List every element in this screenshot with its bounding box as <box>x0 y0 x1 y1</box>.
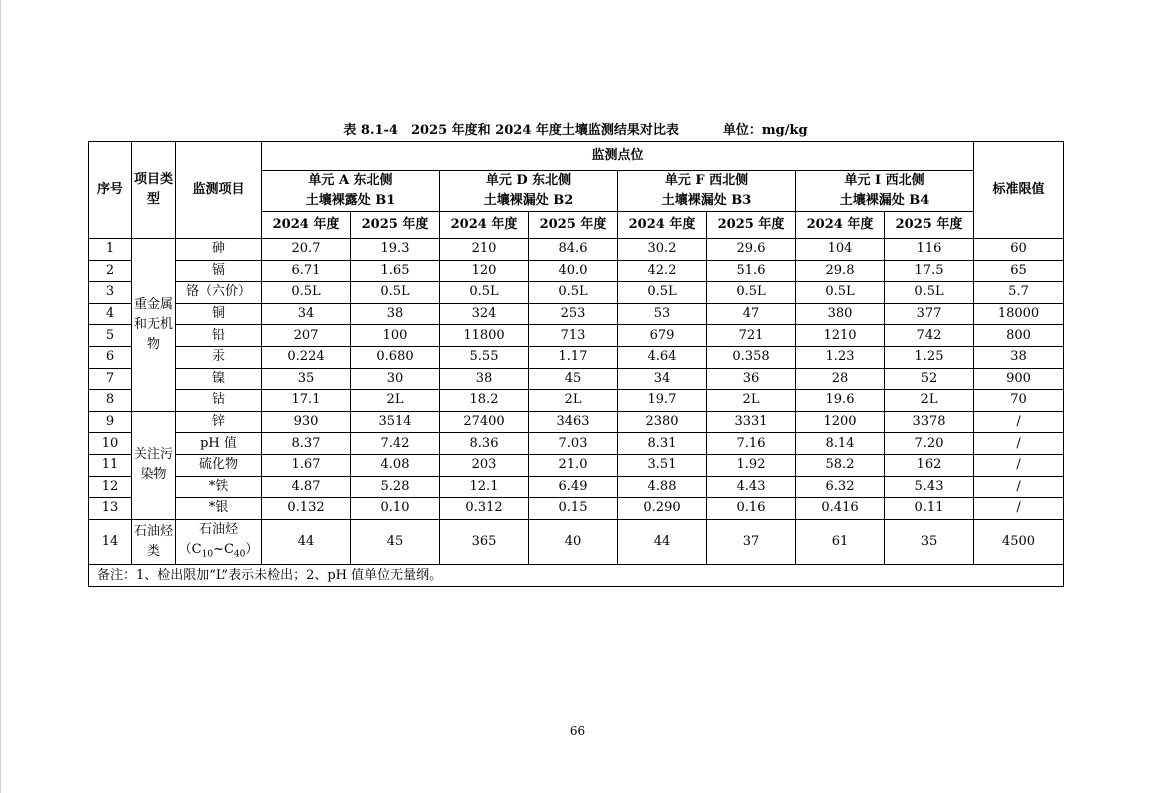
header-point-b4-line2: 土壤裸漏处 B4 <box>839 193 930 208</box>
value-cell: 35 <box>885 519 974 565</box>
value-cell: 44 <box>262 519 351 565</box>
row-item: 锌 <box>176 411 262 433</box>
soil-monitoring-table <box>88 141 1064 587</box>
value-cell: 3514 <box>351 411 440 433</box>
table-row <box>89 476 1064 498</box>
item-formula-part: 40 <box>233 549 246 560</box>
value-cell: 18.2 <box>440 390 529 412</box>
header-standard-limit: 标准限值 <box>974 142 1064 239</box>
value-cell: 116 <box>885 239 974 261</box>
table-row <box>89 411 1064 433</box>
value-cell: 45 <box>351 519 440 565</box>
header-point-b2-line1: 单元 D 东北侧 <box>485 173 572 188</box>
table-row <box>89 433 1064 455</box>
value-cell: 3331 <box>707 411 796 433</box>
value-cell: 6.71 <box>262 260 351 282</box>
value-cell: 7.42 <box>351 433 440 455</box>
caption-unit: 单位：mg/kg <box>722 123 808 138</box>
value-cell: 4.88 <box>618 476 707 498</box>
value-cell: 3.51 <box>618 454 707 476</box>
value-cell: 20.7 <box>262 239 351 261</box>
header-point-b4 <box>796 171 974 212</box>
value-cell: 380 <box>796 303 885 325</box>
header-item: 监测项目 <box>176 142 262 239</box>
row-seq: 4 <box>89 303 132 325</box>
row-seq: 11 <box>89 454 132 476</box>
header-year-2025: 2025 年度 <box>529 212 618 239</box>
row-item <box>176 519 262 565</box>
table-row <box>89 519 1064 565</box>
row-seq: 10 <box>89 433 132 455</box>
value-cell: 52 <box>885 368 974 390</box>
value-cell: 742 <box>885 325 974 347</box>
value-cell: 100 <box>351 325 440 347</box>
value-cell: 19.7 <box>618 390 707 412</box>
item-name-line1: 石油烃 <box>198 521 238 537</box>
value-cell: 4.87 <box>262 476 351 498</box>
value-cell: 27400 <box>440 411 529 433</box>
row-item: 铅 <box>176 325 262 347</box>
value-cell: 2380 <box>618 411 707 433</box>
limit-cell: 4500 <box>974 519 1064 565</box>
row-item: 镉 <box>176 260 262 282</box>
row-item: 铜 <box>176 303 262 325</box>
page-number: 66 <box>569 724 586 738</box>
value-cell: 210 <box>440 239 529 261</box>
value-cell: 0.16 <box>707 498 796 520</box>
value-cell: 40.0 <box>529 260 618 282</box>
row-item: 铬（六价） <box>176 282 262 304</box>
row-item: 钴 <box>176 390 262 412</box>
value-cell: 8.14 <box>796 433 885 455</box>
row-seq: 3 <box>89 282 132 304</box>
value-cell: 203 <box>440 454 529 476</box>
table-row <box>89 390 1064 412</box>
value-cell: 0.5L <box>351 282 440 304</box>
row-seq: 2 <box>89 260 132 282</box>
value-cell: 2L <box>707 390 796 412</box>
row-seq: 9 <box>89 411 132 433</box>
value-cell: 1.92 <box>707 454 796 476</box>
header-seq: 序号 <box>89 142 132 239</box>
value-cell: 1.25 <box>885 346 974 368</box>
limit-cell: 900 <box>974 368 1064 390</box>
item-formula-part: 10 <box>201 549 214 560</box>
value-cell: 19.6 <box>796 390 885 412</box>
value-cell: 1200 <box>796 411 885 433</box>
category-petroleum: 石油烃类 <box>132 519 176 565</box>
value-cell: 6.32 <box>796 476 885 498</box>
value-cell: 58.2 <box>796 454 885 476</box>
row-item: *银 <box>176 498 262 520</box>
row-seq: 6 <box>89 346 132 368</box>
value-cell: 0.5L <box>885 282 974 304</box>
value-cell: 38 <box>351 303 440 325</box>
row-item: 镍 <box>176 368 262 390</box>
limit-cell: 70 <box>974 390 1064 412</box>
table-row <box>89 282 1064 304</box>
value-cell: 365 <box>440 519 529 565</box>
value-cell: 51.6 <box>707 260 796 282</box>
header-point-b2 <box>440 171 618 212</box>
value-cell: 61 <box>796 519 885 565</box>
value-cell: 1.67 <box>262 454 351 476</box>
value-cell: 29.6 <box>707 239 796 261</box>
value-cell: 120 <box>440 260 529 282</box>
value-cell: 4.64 <box>618 346 707 368</box>
row-seq: 12 <box>89 476 132 498</box>
table-row <box>89 260 1064 282</box>
value-cell: 4.08 <box>351 454 440 476</box>
value-cell: 930 <box>262 411 351 433</box>
header-year-2024: 2024 年度 <box>262 212 351 239</box>
value-cell: 7.03 <box>529 433 618 455</box>
value-cell: 30 <box>351 368 440 390</box>
value-cell: 253 <box>529 303 618 325</box>
value-cell: 35 <box>262 368 351 390</box>
table-row <box>89 325 1064 347</box>
value-cell: 0.5L <box>262 282 351 304</box>
value-cell: 1.65 <box>351 260 440 282</box>
value-cell: 53 <box>618 303 707 325</box>
value-cell: 0.416 <box>796 498 885 520</box>
value-cell: 377 <box>885 303 974 325</box>
table-caption <box>88 122 1063 140</box>
limit-cell: 5.7 <box>974 282 1064 304</box>
value-cell: 11800 <box>440 325 529 347</box>
value-cell: 0.358 <box>707 346 796 368</box>
value-cell: 30.2 <box>618 239 707 261</box>
value-cell: 12.1 <box>440 476 529 498</box>
table-row <box>89 498 1064 520</box>
value-cell: 42.2 <box>618 260 707 282</box>
value-cell: 8.37 <box>262 433 351 455</box>
value-cell: 34 <box>618 368 707 390</box>
value-cell: 36 <box>707 368 796 390</box>
value-cell: 3378 <box>885 411 974 433</box>
value-cell: 0.5L <box>440 282 529 304</box>
limit-cell: 38 <box>974 346 1064 368</box>
value-cell: 324 <box>440 303 529 325</box>
limit-cell: / <box>974 411 1064 433</box>
header-point-b3 <box>618 171 796 212</box>
value-cell: 0.15 <box>529 498 618 520</box>
value-cell: 45 <box>529 368 618 390</box>
value-cell: 104 <box>796 239 885 261</box>
value-cell: 29.8 <box>796 260 885 282</box>
value-cell: 713 <box>529 325 618 347</box>
table-row <box>89 368 1064 390</box>
value-cell: 19.3 <box>351 239 440 261</box>
header-point-b3-line1: 单元 F 西北侧 <box>664 173 749 188</box>
value-cell: 6.49 <box>529 476 618 498</box>
limit-cell: 60 <box>974 239 1064 261</box>
value-cell: 0.224 <box>262 346 351 368</box>
table-row <box>89 346 1064 368</box>
category-concern: 关注污染物 <box>132 411 176 519</box>
value-cell: 21.0 <box>529 454 618 476</box>
value-cell: 5.28 <box>351 476 440 498</box>
value-cell: 721 <box>707 325 796 347</box>
value-cell: 679 <box>618 325 707 347</box>
value-cell: 1.23 <box>796 346 885 368</box>
limit-cell: / <box>974 433 1064 455</box>
header-year-2024: 2024 年度 <box>618 212 707 239</box>
limit-cell: 65 <box>974 260 1064 282</box>
header-monitoring-points: 监测点位 <box>262 142 974 171</box>
item-formula-part: （C <box>178 541 202 557</box>
value-cell: 1210 <box>796 325 885 347</box>
header-point-b1-line1: 单元 A 东北侧 <box>308 173 393 188</box>
limit-cell: / <box>974 454 1064 476</box>
header-point-b1-line2: 土壤裸露处 B1 <box>305 193 396 208</box>
item-formula-part: ） <box>245 541 259 557</box>
table-row <box>89 239 1064 261</box>
value-cell: 34 <box>262 303 351 325</box>
value-cell: 2L <box>351 390 440 412</box>
header-point-b3-line2: 土壤裸漏处 B3 <box>661 193 752 208</box>
caption-title: 表 8.1-4 2025 年度和 2024 年度土壤监测结果对比表 <box>343 123 679 138</box>
table-note: 备注：1、检出限加“L”表示未检出；2、pH 值单位无量纲。 <box>89 565 1064 587</box>
value-cell: 162 <box>885 454 974 476</box>
value-cell: 44 <box>618 519 707 565</box>
value-cell: 5.55 <box>440 346 529 368</box>
item-name-line2 <box>176 540 261 565</box>
value-cell: 1.17 <box>529 346 618 368</box>
category-heavy-metal: 重金属和无机物 <box>132 239 176 412</box>
item-formula-part: ~C <box>213 541 234 557</box>
value-cell: 7.16 <box>707 433 796 455</box>
value-cell: 8.36 <box>440 433 529 455</box>
value-cell: 0.5L <box>796 282 885 304</box>
row-item: 汞 <box>176 346 262 368</box>
row-seq: 7 <box>89 368 132 390</box>
value-cell: 37 <box>707 519 796 565</box>
value-cell: 8.31 <box>618 433 707 455</box>
value-cell: 0.132 <box>262 498 351 520</box>
value-cell: 28 <box>796 368 885 390</box>
value-cell: 0.11 <box>885 498 974 520</box>
header-point-b1 <box>262 171 440 212</box>
row-seq: 1 <box>89 239 132 261</box>
row-item: *铁 <box>176 476 262 498</box>
value-cell: 0.5L <box>529 282 618 304</box>
header-year-2025: 2025 年度 <box>707 212 796 239</box>
table-body <box>89 239 1064 565</box>
value-cell: 38 <box>440 368 529 390</box>
value-cell: 84.6 <box>529 239 618 261</box>
value-cell: 0.5L <box>707 282 796 304</box>
header-point-b2-line2: 土壤裸漏处 B2 <box>483 193 574 208</box>
row-seq: 8 <box>89 390 132 412</box>
limit-cell: 18000 <box>974 303 1064 325</box>
header-year-2025: 2025 年度 <box>885 212 974 239</box>
row-seq: 5 <box>89 325 132 347</box>
limit-cell: 800 <box>974 325 1064 347</box>
value-cell: 4.43 <box>707 476 796 498</box>
row-item: 砷 <box>176 239 262 261</box>
table-row <box>89 303 1064 325</box>
header-type: 项目类型 <box>132 142 176 239</box>
row-item: pH 值 <box>176 433 262 455</box>
value-cell: 0.312 <box>440 498 529 520</box>
limit-cell: / <box>974 476 1064 498</box>
header-year-2024: 2024 年度 <box>796 212 885 239</box>
row-item: 硫化物 <box>176 454 262 476</box>
limit-cell: / <box>974 498 1064 520</box>
value-cell: 5.43 <box>885 476 974 498</box>
value-cell: 2L <box>885 390 974 412</box>
value-cell: 207 <box>262 325 351 347</box>
value-cell: 17.5 <box>885 260 974 282</box>
value-cell: 17.1 <box>262 390 351 412</box>
value-cell: 47 <box>707 303 796 325</box>
value-cell: 0.680 <box>351 346 440 368</box>
value-cell: 0.290 <box>618 498 707 520</box>
header-year-2025: 2025 年度 <box>351 212 440 239</box>
value-cell: 40 <box>529 519 618 565</box>
header-point-b4-line1: 单元 I 西北侧 <box>844 173 925 188</box>
table-row <box>89 454 1064 476</box>
row-seq: 14 <box>89 519 132 565</box>
value-cell: 3463 <box>529 411 618 433</box>
value-cell: 0.10 <box>351 498 440 520</box>
value-cell: 7.20 <box>885 433 974 455</box>
header-year-2024: 2024 年度 <box>440 212 529 239</box>
page-left-edge <box>0 0 1 793</box>
value-cell: 0.5L <box>618 282 707 304</box>
row-seq: 13 <box>89 498 132 520</box>
value-cell: 2L <box>529 390 618 412</box>
